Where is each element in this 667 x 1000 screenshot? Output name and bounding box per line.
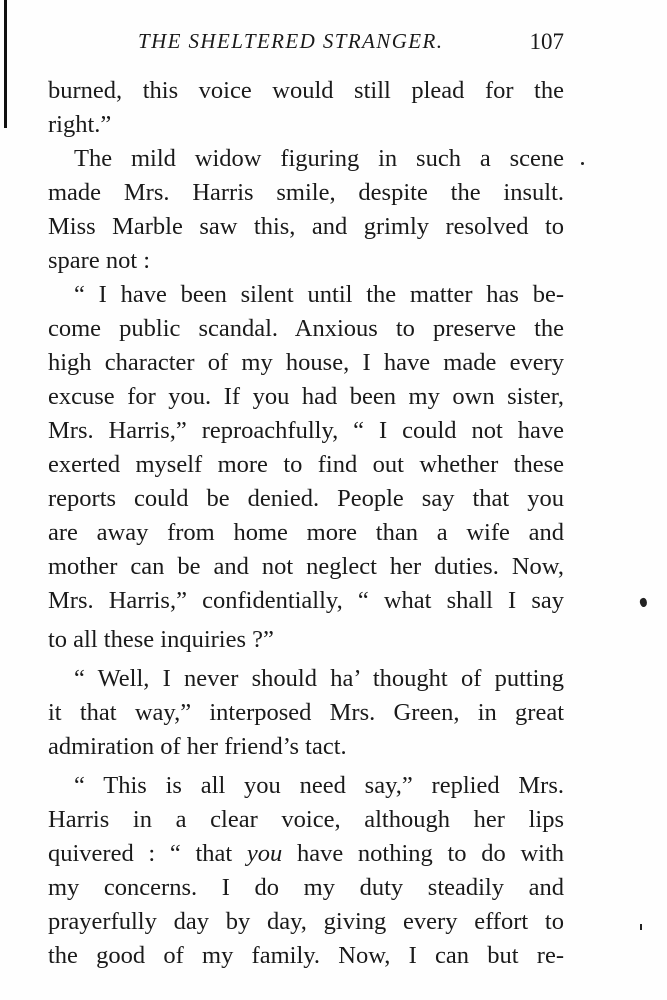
- text-line: Mrs. Harris,” confidentially, “ what shall I say: [48, 587, 564, 614]
- text-line: the good of my family. Now, I can but re-: [48, 942, 564, 969]
- emphasized-word: you: [246, 840, 283, 867]
- text-line: exerted myself more to find out whether these: [48, 451, 564, 478]
- text-line: come public scandal. Anxious to preserve the: [48, 315, 564, 342]
- text-line: to all these inquiries ?”: [48, 626, 274, 653]
- text-line: The mild widow figuring in such a scene: [74, 145, 564, 172]
- text-line: high character of my house, I have made every: [48, 349, 564, 376]
- text-line: my concerns. I do my duty steadily and: [48, 874, 564, 901]
- text-line: right.”: [48, 111, 112, 138]
- text-line: quivered : “ that you have nothing to do with: [48, 840, 564, 867]
- text-line: are away from home more than a wife and: [48, 519, 564, 546]
- page-number: 107: [529, 29, 564, 54]
- body-text: [48, 74, 564, 973]
- text-line: excuse for you. If you had been my own sister,: [48, 383, 564, 410]
- text-line: Mrs. Harris,” reproachfully, “ I could not have: [48, 417, 564, 444]
- text-line: made Mrs. Harris smile, despite the insult.: [48, 179, 564, 206]
- text-line: spare not :: [48, 247, 151, 274]
- ink-speck: [640, 924, 642, 930]
- ink-blot: [639, 597, 649, 608]
- text-line: mother can be and not neglect her duties. Now,: [48, 553, 564, 580]
- running-head-title: THE SHELTERED STRANGER.: [138, 29, 444, 53]
- text-line: “ I have been silent until the matter has be-: [74, 281, 564, 308]
- running-head: [48, 29, 564, 59]
- text-line: “ Well, I never should ha’ thought of putting: [74, 665, 564, 692]
- text-line: Miss Marble saw this, and grimly resolved to: [48, 213, 564, 240]
- text-line: “ This is all you need say,” replied Mrs.: [74, 772, 564, 799]
- text-line: admiration of her friend’s tact.: [48, 733, 347, 760]
- text-line: prayerfully day by day, giving every effort to: [48, 908, 564, 935]
- text-line: reports could be denied. People say that you: [48, 485, 564, 512]
- text-line: Harris in a clear voice, although her lips: [48, 806, 564, 833]
- page-edge-rule: [4, 0, 7, 128]
- text-line: it that way,” interposed Mrs. Green, in great: [48, 699, 564, 726]
- text-line: burned, this voice would still plead for the: [48, 77, 564, 104]
- ink-speck: [581, 162, 584, 165]
